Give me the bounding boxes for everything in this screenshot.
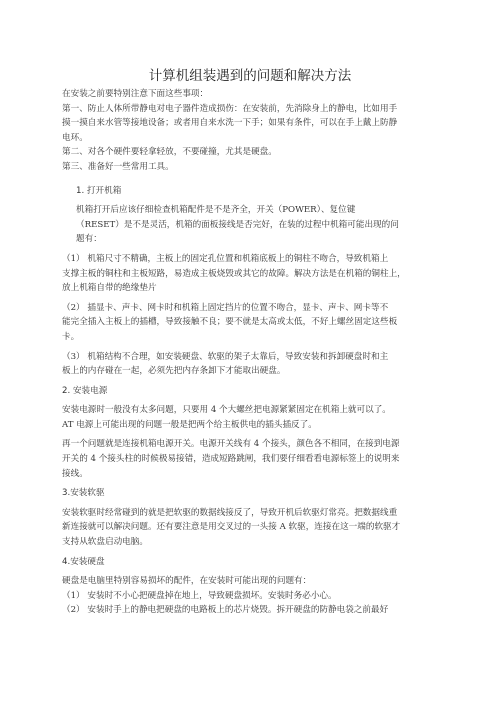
document-title: 计算机组装遇到的问题和解决方法: [148, 68, 352, 84]
document-body: [62, 87, 450, 618]
paragraph-line: 接线。: [62, 468, 88, 479]
intro-line: 第二、对各个硬件要轻拿轻放，不要碰撞，尤其是硬盘。: [62, 147, 277, 158]
section-heading-1: 1. 打开机箱: [76, 185, 122, 196]
paragraph-line: 新连接就可以解决问题。还有要注意是用交叉过的一头接 A 软驱，连接在这一端的软驱才: [62, 522, 401, 533]
section-heading-4: 4.安装硬盘: [62, 556, 105, 567]
paragraph-line: 硬盘是电脑里特别容易损坏的配件，在安装时可能出现的问题有：: [62, 576, 312, 587]
list-item-line: 板上的内存碰在一起，必须先把内存条卸下才能取出硬盘。: [62, 366, 286, 377]
list-item-line: （3） 机箱结构不合理，如安装硬盘、软驱的架子太靠后，导致安装和拆卸硬盘时和主: [62, 351, 389, 362]
paragraph-line: 安装软驱时经常碰到的就是把软驱的数据线接反了，导致开机后软驱灯常亮。把数据线重: [62, 507, 398, 518]
section-heading-3: 3.安装软驱: [62, 488, 105, 499]
paragraph-line: （RESET）是不是灵活，机箱的面板接线是否完好，在装的过程中机箱可能出现的问: [76, 219, 399, 230]
paragraph-line: 支持从软盘启动电脑。: [62, 537, 148, 548]
intro-line: 第三、准备好一些常用工具。: [62, 161, 174, 172]
list-item-line: 放上机箱自带的绝缘垫片: [62, 283, 157, 294]
intro-line: 电环。: [62, 132, 88, 143]
paragraph-line: 开关的 4 个接头柱的时候极易接错，造成短路跳闸，我们要仔细看看电源标签上的说明来: [62, 454, 400, 465]
intro-line: 摸一摸自来水管等接地设备；或者用自来水洗一下手；如果有条件，可以在手上戴上防静: [62, 118, 398, 129]
intro-line: 在安装之前要特别注意下面这些事项：: [62, 89, 209, 99]
paragraph-line: 安装电源时一般没有太多问题，只要用 4 个大螺丝把电源紧紧固定在机箱上就可以了。: [62, 405, 391, 416]
intro-section: [62, 87, 450, 175]
paragraph-line: AT 电源上可能出现的问题一般是把两个给主板供电的插头插反了。: [62, 419, 317, 430]
paragraph-line: 机箱打开后应该仔细检查机箱配件是不是齐全，开关（POWER）、复位键: [76, 205, 356, 216]
intro-line: 第一、防止人体所带静电对电子器件造成损伤：在安装前，先消除身上的静电，比如用手: [62, 103, 398, 114]
paragraph-line: 题有：: [76, 234, 102, 245]
list-item-line: 卡。: [62, 331, 80, 342]
list-item-line: （2） 插显卡、声卡、网卡时和机箱上固定挡片的位置不吻合，显卡、声卡、网卡等不: [62, 302, 389, 313]
list-item-line: （1） 机箱尺寸不精确，主板上的固定孔位置和机箱底板上的铜柱不吻合，导致机箱上: [62, 253, 389, 264]
list-item-line: （1） 安装时不小心把硬盘掉在地上，导致硬盘损坏。安装时务必小心。: [62, 590, 337, 601]
paragraph-line: 再一个问题就是连接机箱电源开关。电源开关线有 4 个接头，颜色各不相同，在接到电源: [62, 439, 400, 450]
section-heading-2: 2. 安装电源: [62, 385, 108, 396]
list-item-line: 能完全插入主板上的插槽，导致接触不良；要不就是太高或太低，不好上螺丝固定这些板: [62, 317, 398, 328]
list-item-line: 支撑主板的铜柱和主板短路，易造成主板烧毁或其它的故障。解决方法是在机箱的铜柱上，: [62, 268, 406, 279]
list-item-line: （2） 安装时手上的静电把硬盘的电路板上的芯片烧毁。拆开硬盘的防静电袋之前最好: [62, 605, 389, 616]
